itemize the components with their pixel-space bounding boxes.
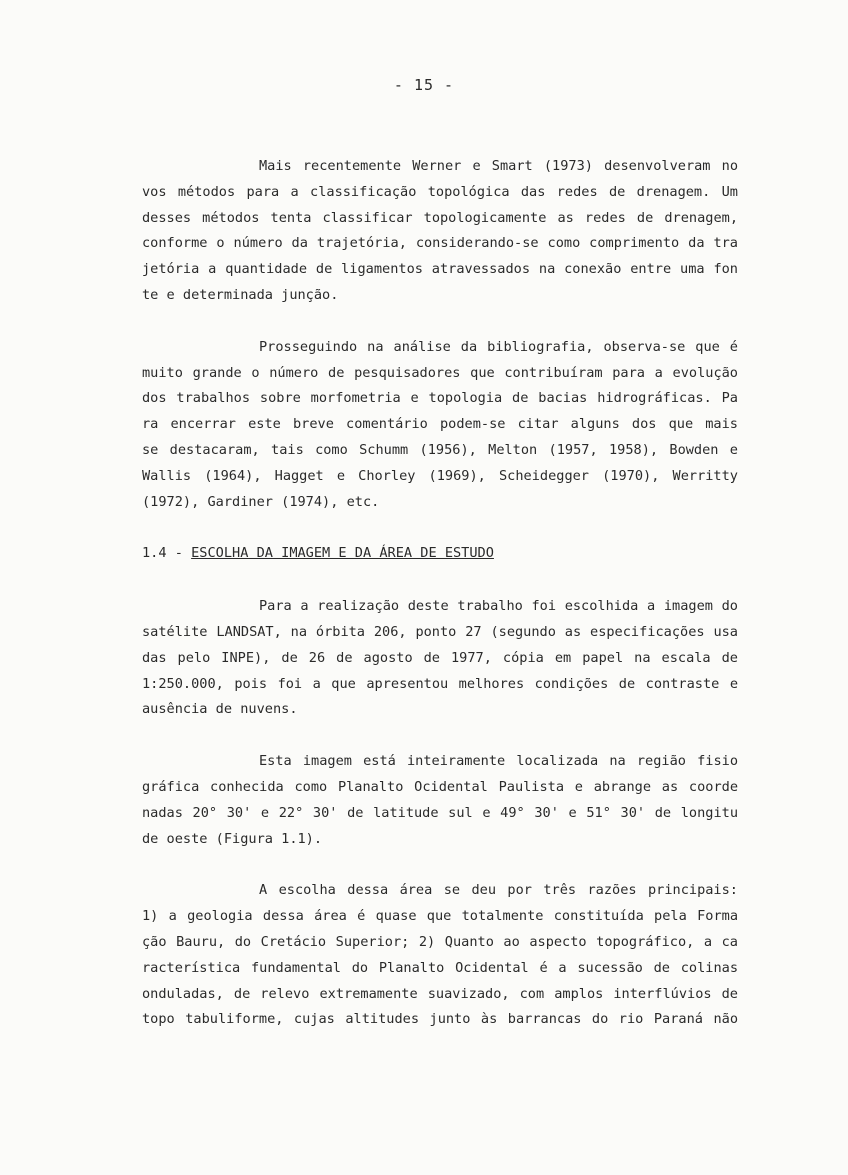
section-heading (142, 541, 738, 567)
text-line: se destacaram, tais como Schumm (1956), Melton (1957, 1958), Bowden e (142, 441, 738, 458)
paragraph-bibliografia (142, 335, 738, 516)
text-line: de oeste (Figura 1.1). (142, 830, 323, 847)
text-line: nadas 20° 30' e 22° 30' de latitude sul e 49° 30' e 51° 30' de longitu (142, 804, 738, 821)
paragraph-localizacao (142, 749, 738, 852)
paragraph-werner-smart (142, 154, 738, 309)
text-line: ção Bauru, do Cretácio Superior; 2) Quanto ao aspecto topográfico, a ca (142, 933, 738, 950)
text-line: te e determinada junção. (142, 286, 339, 303)
text-line: das pelo INPE), de 26 de agosto de 1977, cópia em papel na escala de (142, 649, 738, 666)
text-line: jetória a quantidade de ligamentos atravessados na conexão entre uma fon (142, 261, 738, 278)
page-number: - 15 - (393, 76, 455, 94)
text-line: desses métodos tenta classificar topologicamente as redes de drenagem, (142, 209, 738, 226)
text-line: topo tabuliforme, cujas altitudes junto às barrancas do rio Paraná não (142, 1011, 738, 1028)
text-line: gráfica conhecida como Planalto Ocidental Paulista e abrange as coorde (142, 778, 738, 795)
text-line: Esta imagem está inteiramente localizada na região fisio (259, 753, 738, 770)
text-line: (1972), Gardiner (1974), etc. (142, 493, 380, 510)
text-line: Para a realização deste trabalho foi escolhida a imagem do (259, 598, 738, 615)
paragraph-escolha-area (142, 878, 738, 1033)
text-line: racterística fundamental do Planalto Ocidental é a sucessão de colinas (142, 959, 738, 976)
text-line: 1) a geologia dessa área é quase que totalmente constituída pela Forma (142, 908, 738, 925)
paragraph-imagem-landsat (142, 594, 738, 723)
text-line: A escolha dessa área se deu por três razões principais: (259, 882, 738, 899)
text-line: ra encerrar este breve comentário podem-se citar alguns dos que mais (142, 416, 738, 433)
text-line: ausência de nuvens. (142, 701, 298, 718)
text-line: satélite LANDSAT, na órbita 206, ponto 27 (segundo as especificações usa (142, 623, 738, 640)
text-line: Wallis (1964), Hagget e Chorley (1969), Scheidegger (1970), Werritty (142, 467, 738, 484)
text-line: muito grande o número de pesquisadores que contribuíram para a evolução (142, 364, 738, 381)
text-line: conforme o número da trajetória, considerando-se como comprimento da tra (142, 235, 738, 252)
text-line: Prosseguindo na análise da bibliografia, observa-se que é (259, 338, 738, 355)
text-line: onduladas, de relevo extremamente suavizado, com amplos interflúvios de (142, 985, 738, 1002)
text-line: vos métodos para a classificação topológica das redes de drenagem. Um (142, 183, 738, 200)
document-body (142, 154, 738, 1059)
section-number: 1.4 - (142, 545, 192, 562)
text-line: dos trabalhos sobre morfometria e topologia de bacias hidrográficas. Pa (142, 390, 738, 407)
text-line: Mais recentemente Werner e Smart (1973) desenvolveram no (259, 158, 738, 174)
text-line: 1:250.000, pois foi a que apresentou melhores condições de contraste e (142, 675, 738, 692)
section-title: ESCOLHA DA IMAGEM E DA ÁREA DE ESTUDO (191, 545, 494, 562)
